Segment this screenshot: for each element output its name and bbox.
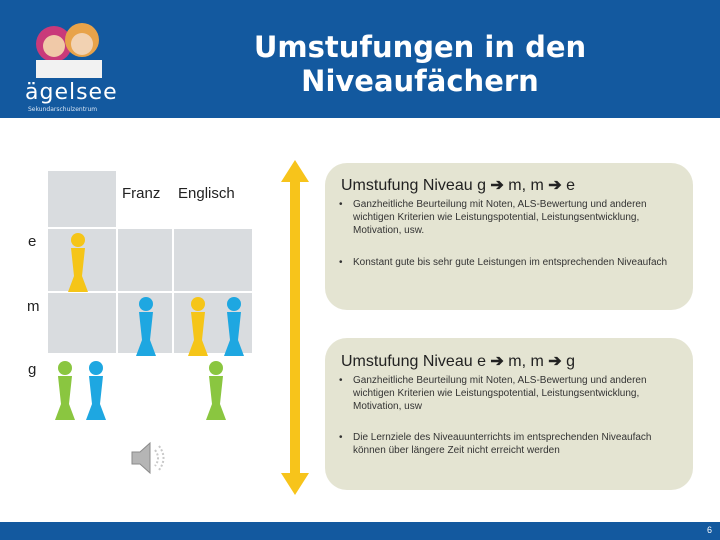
student-figure-yellow [66,232,90,296]
grid-cell [174,229,252,291]
bullet-item: • Ganzheitliche Beurteilung mit Noten, ALS-Bewertung und anderen wichtigen Kriterien wie Leistungspotential, Leistungsentwicklung, Motivation, usw [339,375,647,412]
logo-subtitle: Sekundarschulzentrum [28,106,98,113]
grid-cell [48,293,116,353]
right-arrow-icon: ➔ [548,177,562,194]
student-figure-yellow [186,296,210,360]
bullet-dot-icon: • [339,375,343,386]
student-figure-blue [84,360,108,424]
bullet-dot-icon: • [339,432,343,443]
box-title: Umstufung Niveau g ➔ m, m ➔ e [341,177,576,194]
header-bar [0,0,720,118]
footer-bar [0,522,720,540]
page-title: Umstufungen in den Niveaufächern [253,30,587,98]
upgrade-box [325,163,693,310]
bullet-dot-icon: • [339,257,343,268]
row-header-e: e [28,233,37,250]
logo-text: ägelsee [25,80,118,105]
school-logo [10,10,130,113]
column-header-englisch: Englisch [178,185,235,202]
student-figure-green [204,360,228,424]
right-arrow-icon: ➔ [490,353,504,370]
bullet-item: • Ganzheitliche Beurteilung mit Noten, ALS-Bewertung und anderen wichtigen Kriterien wie Leistungspotential, Leistungsentwicklung, Motivation, usw. [339,199,647,236]
bullet-item: • Die Lernziele des Niveauunterrichts im entsprechenden Niveaufach können über längere Zeit nicht erreicht werden [339,432,652,456]
student-figure-blue [222,296,246,360]
page-number: 6 [706,525,712,535]
student-figure-blue [134,296,158,360]
right-arrow-icon: ➔ [490,177,504,194]
row-header-m: m [27,298,40,315]
double-arrow-icon [281,160,309,495]
speaker-icon[interactable] [128,440,168,476]
column-header-franz: Franz [122,185,161,202]
bullet-dot-icon: • [339,199,343,210]
grid-cell [118,229,172,291]
row-header-g: g [28,361,37,378]
box-title: Umstufung Niveau e ➔ m, m ➔ g [341,353,576,370]
student-figure-green [53,360,77,424]
grid-cell [48,171,116,227]
right-arrow-icon: ➔ [548,353,562,370]
bullet-item: • Konstant gute bis sehr gute Leistungen im entsprechenden Niveaufach [339,257,668,268]
downgrade-box [325,338,693,490]
logo-photo [32,16,106,78]
